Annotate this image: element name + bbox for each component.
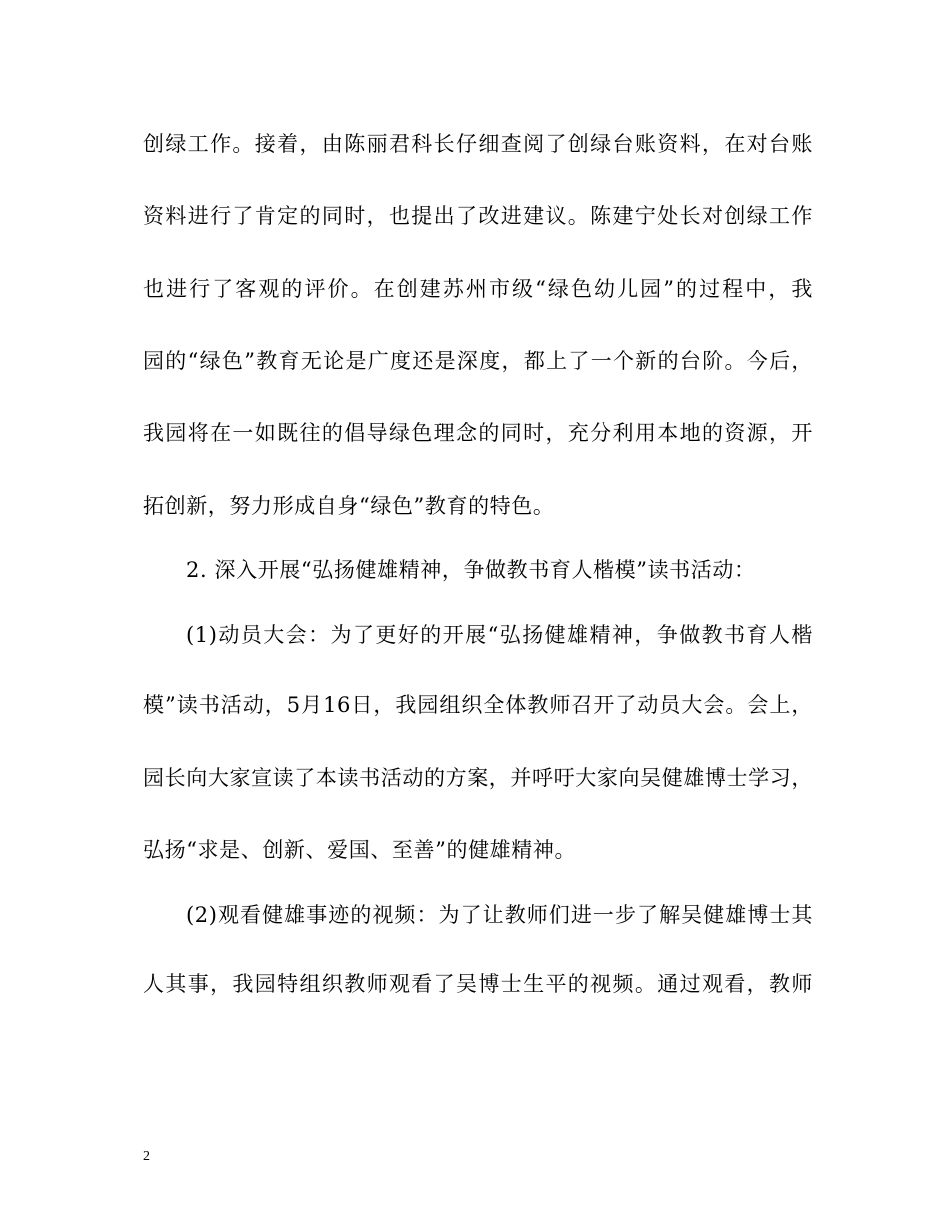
page-number: 2 — [143, 1149, 150, 1164]
paragraph-line: (2)观看健雄事迹的视频：为了让教师们进一步了解吴健雄博士其 — [186, 903, 813, 927]
paragraph-line: 园长向大家宣读了本读书活动的方案，并呼吁大家向吴健雄博士学习， — [143, 766, 813, 790]
paragraph-line: 创绿工作。接着，由陈丽君科长仔细查阅了创绿台账资料，在对台账 — [143, 132, 813, 156]
paragraph-line: 园的“绿色”教育无论是广度还是深度，都上了一个新的台阶。今后， — [143, 349, 813, 373]
paragraph-line: 人其事，我园特组织教师观看了吴博士生平的视频。通过观看，教师 — [143, 972, 813, 996]
paragraph-line: 弘扬“求是、创新、爱国、至善”的健雄精神。 — [143, 838, 577, 862]
section-heading: 2. 深入开展“弘扬健雄精神，争做教书育人楷模”读书活动： — [186, 558, 756, 582]
paragraph-line: 我园将在一如既往的倡导绿色理念的同时，充分利用本地的资源，开 — [143, 421, 813, 445]
paragraph-line: 模”读书活动，5月16日，我园组织全体教师召开了动员大会。会上， — [143, 693, 813, 717]
paragraph-line: (1)动员大会：为了更好的开展“弘扬健雄精神，争做教书育人楷 — [186, 623, 813, 647]
paragraph-line: 拓创新，努力形成自身“绿色”教育的特色。 — [143, 494, 555, 518]
paragraph-line: 也进行了客观的评价。在创建苏州市级“绿色幼儿园”的过程中，我 — [143, 277, 813, 301]
paragraph-line: 资料进行了肯定的同时，也提出了改进建议。陈建宁处长对创绿工作 — [143, 204, 813, 228]
